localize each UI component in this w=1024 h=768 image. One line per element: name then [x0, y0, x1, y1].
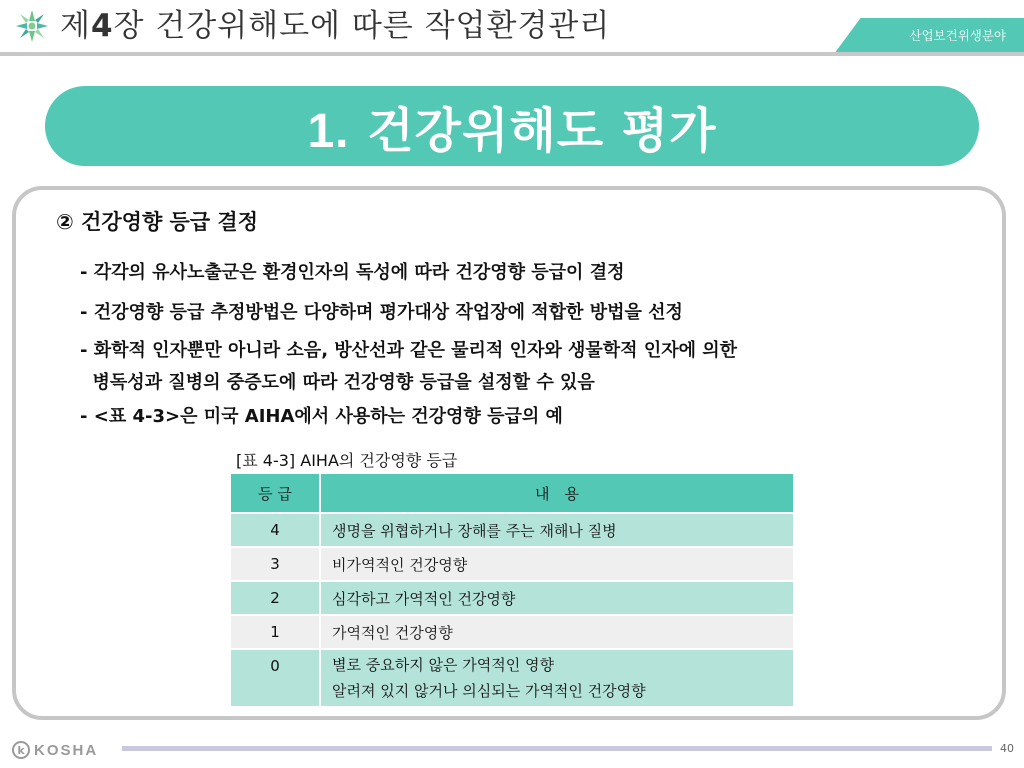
- grade-cell: 0: [230, 649, 320, 707]
- subheading: ② 건강영향 등급 결정: [56, 210, 259, 234]
- kosha-emblem-icon: k: [12, 741, 30, 759]
- table-row: [230, 649, 794, 707]
- table-row: [230, 615, 794, 649]
- description-line: 알려져 있지 않거나 의심되는 가역적인 건강영향: [332, 682, 646, 700]
- footer-brand: KOSHA: [34, 741, 99, 759]
- description-cell: 비가역적인 건강영향: [320, 547, 794, 581]
- chapter-suffix: 장 건강위해도에 따른 작업환경관리: [113, 8, 611, 44]
- description-cell: [320, 649, 794, 707]
- section-number: 1.: [307, 104, 350, 158]
- bullet-item: - 건강영향 등급 추정방법은 다양하며 평가대상 작업장에 적합한 방법을 선정: [80, 302, 683, 323]
- description-cell: 가역적인 건강영향: [320, 615, 794, 649]
- chapter-prefix: 제: [60, 8, 91, 44]
- table-row: [230, 513, 794, 547]
- bullet-item: - <표 4-3>은 미국 AIHA에서 사용하는 건강영향 등급의 예: [80, 406, 563, 427]
- bullet-item-continuation: 병독성과 질병의 중증도에 따라 건강영향 등급을 설정할 수 있음: [80, 372, 595, 393]
- grade-cell: 1: [230, 615, 320, 649]
- header-divider: [0, 52, 1024, 56]
- health-effect-grade-table: [229, 472, 795, 708]
- chapter-title: [60, 4, 610, 48]
- table-caption: [표 4-3] AIHA의 건강영향 등급: [236, 451, 458, 470]
- grade-cell: 2: [230, 581, 320, 615]
- section-banner: [45, 86, 979, 166]
- header-tab-label: 산업보건위생분야: [909, 28, 1006, 43]
- header-grade: 등 급: [230, 473, 320, 513]
- table-row: [230, 581, 794, 615]
- description-cell: 심각하고 가역적인 건강영향: [320, 581, 794, 615]
- grade-cell: 3: [230, 547, 320, 581]
- footer-divider: [122, 746, 992, 751]
- table-row: [230, 547, 794, 581]
- page-number: 40: [1000, 742, 1014, 755]
- pinwheel-logo-icon: [12, 6, 52, 46]
- table-header-row: [230, 473, 794, 513]
- grade-cell: 4: [230, 513, 320, 547]
- header-content: 내 용: [320, 473, 794, 513]
- footer-logo: [12, 739, 98, 761]
- bullet-item: - 화학적 인자뿐만 아니라 소음, 방산선과 같은 물리적 인자와 생물학적 인자에 의한: [80, 340, 738, 361]
- section-title: [307, 92, 716, 161]
- description-line: 별로 중요하지 않은 가역적인 영향: [332, 656, 554, 674]
- bullet-item: - 각각의 유사노출군은 환경인자의 독성에 따라 건강영향 등급이 결정: [80, 262, 625, 283]
- description-cell: 생명을 위협하거나 장해를 주는 재해나 질병: [320, 513, 794, 547]
- section-title-text: 건강위해도 평가: [367, 102, 717, 159]
- chapter-number: 4: [90, 8, 114, 44]
